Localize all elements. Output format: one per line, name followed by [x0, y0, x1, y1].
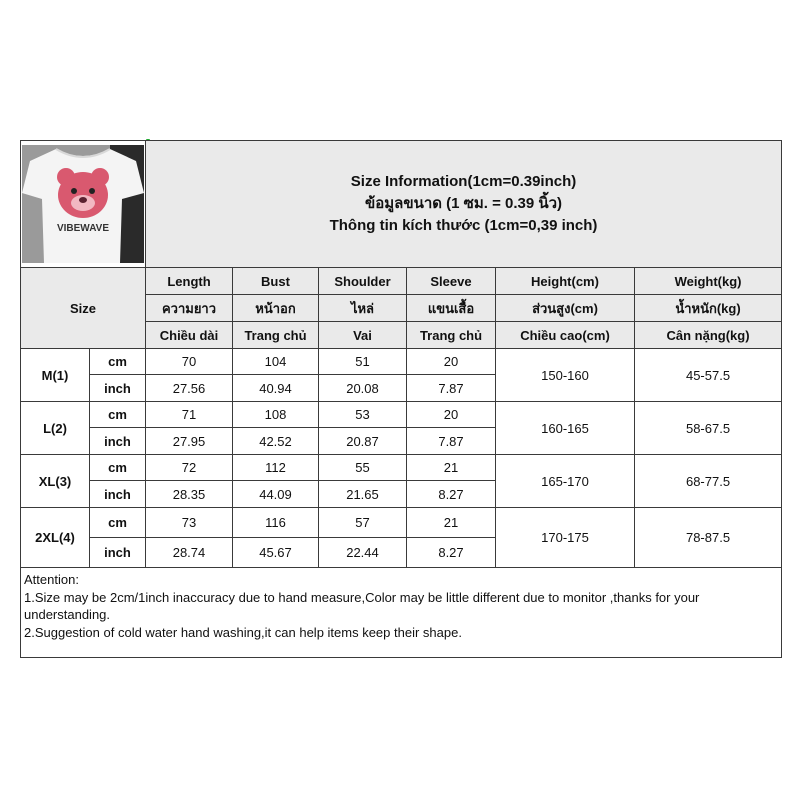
- m-shoulder-inch: 20.08: [319, 375, 407, 402]
- m-shoulder-cm: 51: [319, 349, 407, 375]
- l-sleeve-cm: 20: [407, 402, 496, 428]
- col-header-sleeve-th: แขนเสื้อ: [407, 295, 496, 322]
- m-sleeve-inch: 7.87: [407, 375, 496, 402]
- col-header-bust-en: Bust: [233, 268, 319, 295]
- col-header-bust-th: หน้าอก: [233, 295, 319, 322]
- l-length-cm: 71: [146, 402, 233, 428]
- m-height: 150-160: [496, 349, 635, 402]
- l-shoulder-cm: 53: [319, 402, 407, 428]
- 2xl-sleeve-inch: 8.27: [407, 538, 496, 568]
- col-header-height-vi: Chiều cao(cm): [496, 322, 635, 349]
- 2xl-length-inch: 28.74: [146, 538, 233, 568]
- unit-inch: inch: [90, 375, 146, 402]
- tshirt-bear-photo: [22, 145, 144, 263]
- attention-title: Attention:: [24, 572, 79, 587]
- unit-cm: cm: [90, 455, 146, 481]
- col-header-bust-vi: Trang chủ: [233, 322, 319, 349]
- 2xl-bust-cm: 116: [233, 508, 319, 538]
- size-column-title: Size: [21, 268, 146, 349]
- tshirt-bear-icon: [22, 145, 144, 263]
- 2xl-bust-inch: 45.67: [233, 538, 319, 568]
- 2xl-length-cm: 73: [146, 508, 233, 538]
- unit-cm: cm: [90, 349, 146, 375]
- m-sleeve-cm: 20: [407, 349, 496, 375]
- l-sleeve-inch: 7.87: [407, 428, 496, 455]
- col-header-weight-vi: Cân nặng(kg): [635, 322, 782, 349]
- 2xl-sleeve-cm: 21: [407, 508, 496, 538]
- col-header-shoulder-vi: Vai: [319, 322, 407, 349]
- xl-shoulder-cm: 55: [319, 455, 407, 481]
- xl-sleeve-inch: 8.27: [407, 481, 496, 508]
- xl-shoulder-inch: 21.65: [319, 481, 407, 508]
- col-header-height-th: ส่วนสูง(cm): [496, 295, 635, 322]
- size-label-2xl: 2XL(4): [21, 508, 90, 568]
- m-bust-cm: 104: [233, 349, 319, 375]
- unit-cm: cm: [90, 402, 146, 428]
- unit-cm: cm: [90, 508, 146, 538]
- m-length-cm: 70: [146, 349, 233, 375]
- l-height: 160-165: [496, 402, 635, 455]
- col-header-weight-en: Weight(kg): [635, 268, 782, 295]
- size-label-l: L(2): [21, 402, 90, 455]
- attention-line-2: 2.Suggestion of cold water hand washing,it can help items keep their shape.: [24, 624, 462, 640]
- m-bust-inch: 40.94: [233, 375, 319, 402]
- size-label-m: M(1): [21, 349, 90, 402]
- 2xl-shoulder-inch: 22.44: [319, 538, 407, 568]
- col-header-sleeve-vi: Trang chủ: [407, 322, 496, 349]
- col-header-weight-th: น้ำหนัก(kg): [635, 295, 782, 322]
- col-header-sleeve-en: Sleeve: [407, 268, 496, 295]
- xl-bust-cm: 112: [233, 455, 319, 481]
- m-weight: 45-57.5: [635, 349, 782, 402]
- attention-line-1: 1.Size may be 2cm/1inch inaccuracy due to hand measure,Color may be little different due to monitor ,thanks for your understanding.: [24, 589, 700, 622]
- unit-inch: inch: [90, 481, 146, 508]
- unit-inch: inch: [90, 428, 146, 455]
- header-line-th: ข้อมูลขนาด (1 ซม. = 0.39 นิ้ว): [364, 195, 563, 212]
- shirt-print-text: VIBEWAVE: [56, 223, 110, 234]
- l-bust-inch: 42.52: [233, 428, 319, 455]
- xl-bust-inch: 44.09: [233, 481, 319, 508]
- l-bust-cm: 108: [233, 402, 319, 428]
- m-length-inch: 27.56: [146, 375, 233, 402]
- unit-inch: inch: [90, 538, 146, 568]
- header-line-vi: Thông tin kích thước (1cm=0,39 inch): [329, 217, 598, 234]
- product-photo-cell: [21, 141, 146, 268]
- 2xl-weight: 78-87.5: [635, 508, 782, 568]
- col-header-length-th: ความยาว: [146, 295, 233, 322]
- l-length-inch: 27.95: [146, 428, 233, 455]
- header-line-en: Size Information(1cm=0.39inch): [350, 173, 577, 190]
- size-chart: [20, 140, 781, 661]
- col-header-height-en: Height(cm): [496, 268, 635, 295]
- size-label-xl: XL(3): [21, 455, 90, 508]
- 2xl-height: 170-175: [496, 508, 635, 568]
- col-header-shoulder-en: Shoulder: [319, 268, 407, 295]
- 2xl-shoulder-cm: 57: [319, 508, 407, 538]
- l-weight: 58-67.5: [635, 402, 782, 455]
- attention-notes: [21, 568, 782, 658]
- header-cell: [146, 141, 782, 268]
- col-header-length-vi: Chiều dài: [146, 322, 233, 349]
- col-header-shoulder-th: ไหล่: [319, 295, 407, 322]
- col-header-length-en: Length: [146, 268, 233, 295]
- xl-weight: 68-77.5: [635, 455, 782, 508]
- xl-length-inch: 28.35: [146, 481, 233, 508]
- xl-length-cm: 72: [146, 455, 233, 481]
- l-shoulder-inch: 20.87: [319, 428, 407, 455]
- xl-sleeve-cm: 21: [407, 455, 496, 481]
- xl-height: 165-170: [496, 455, 635, 508]
- size-table: [20, 140, 782, 658]
